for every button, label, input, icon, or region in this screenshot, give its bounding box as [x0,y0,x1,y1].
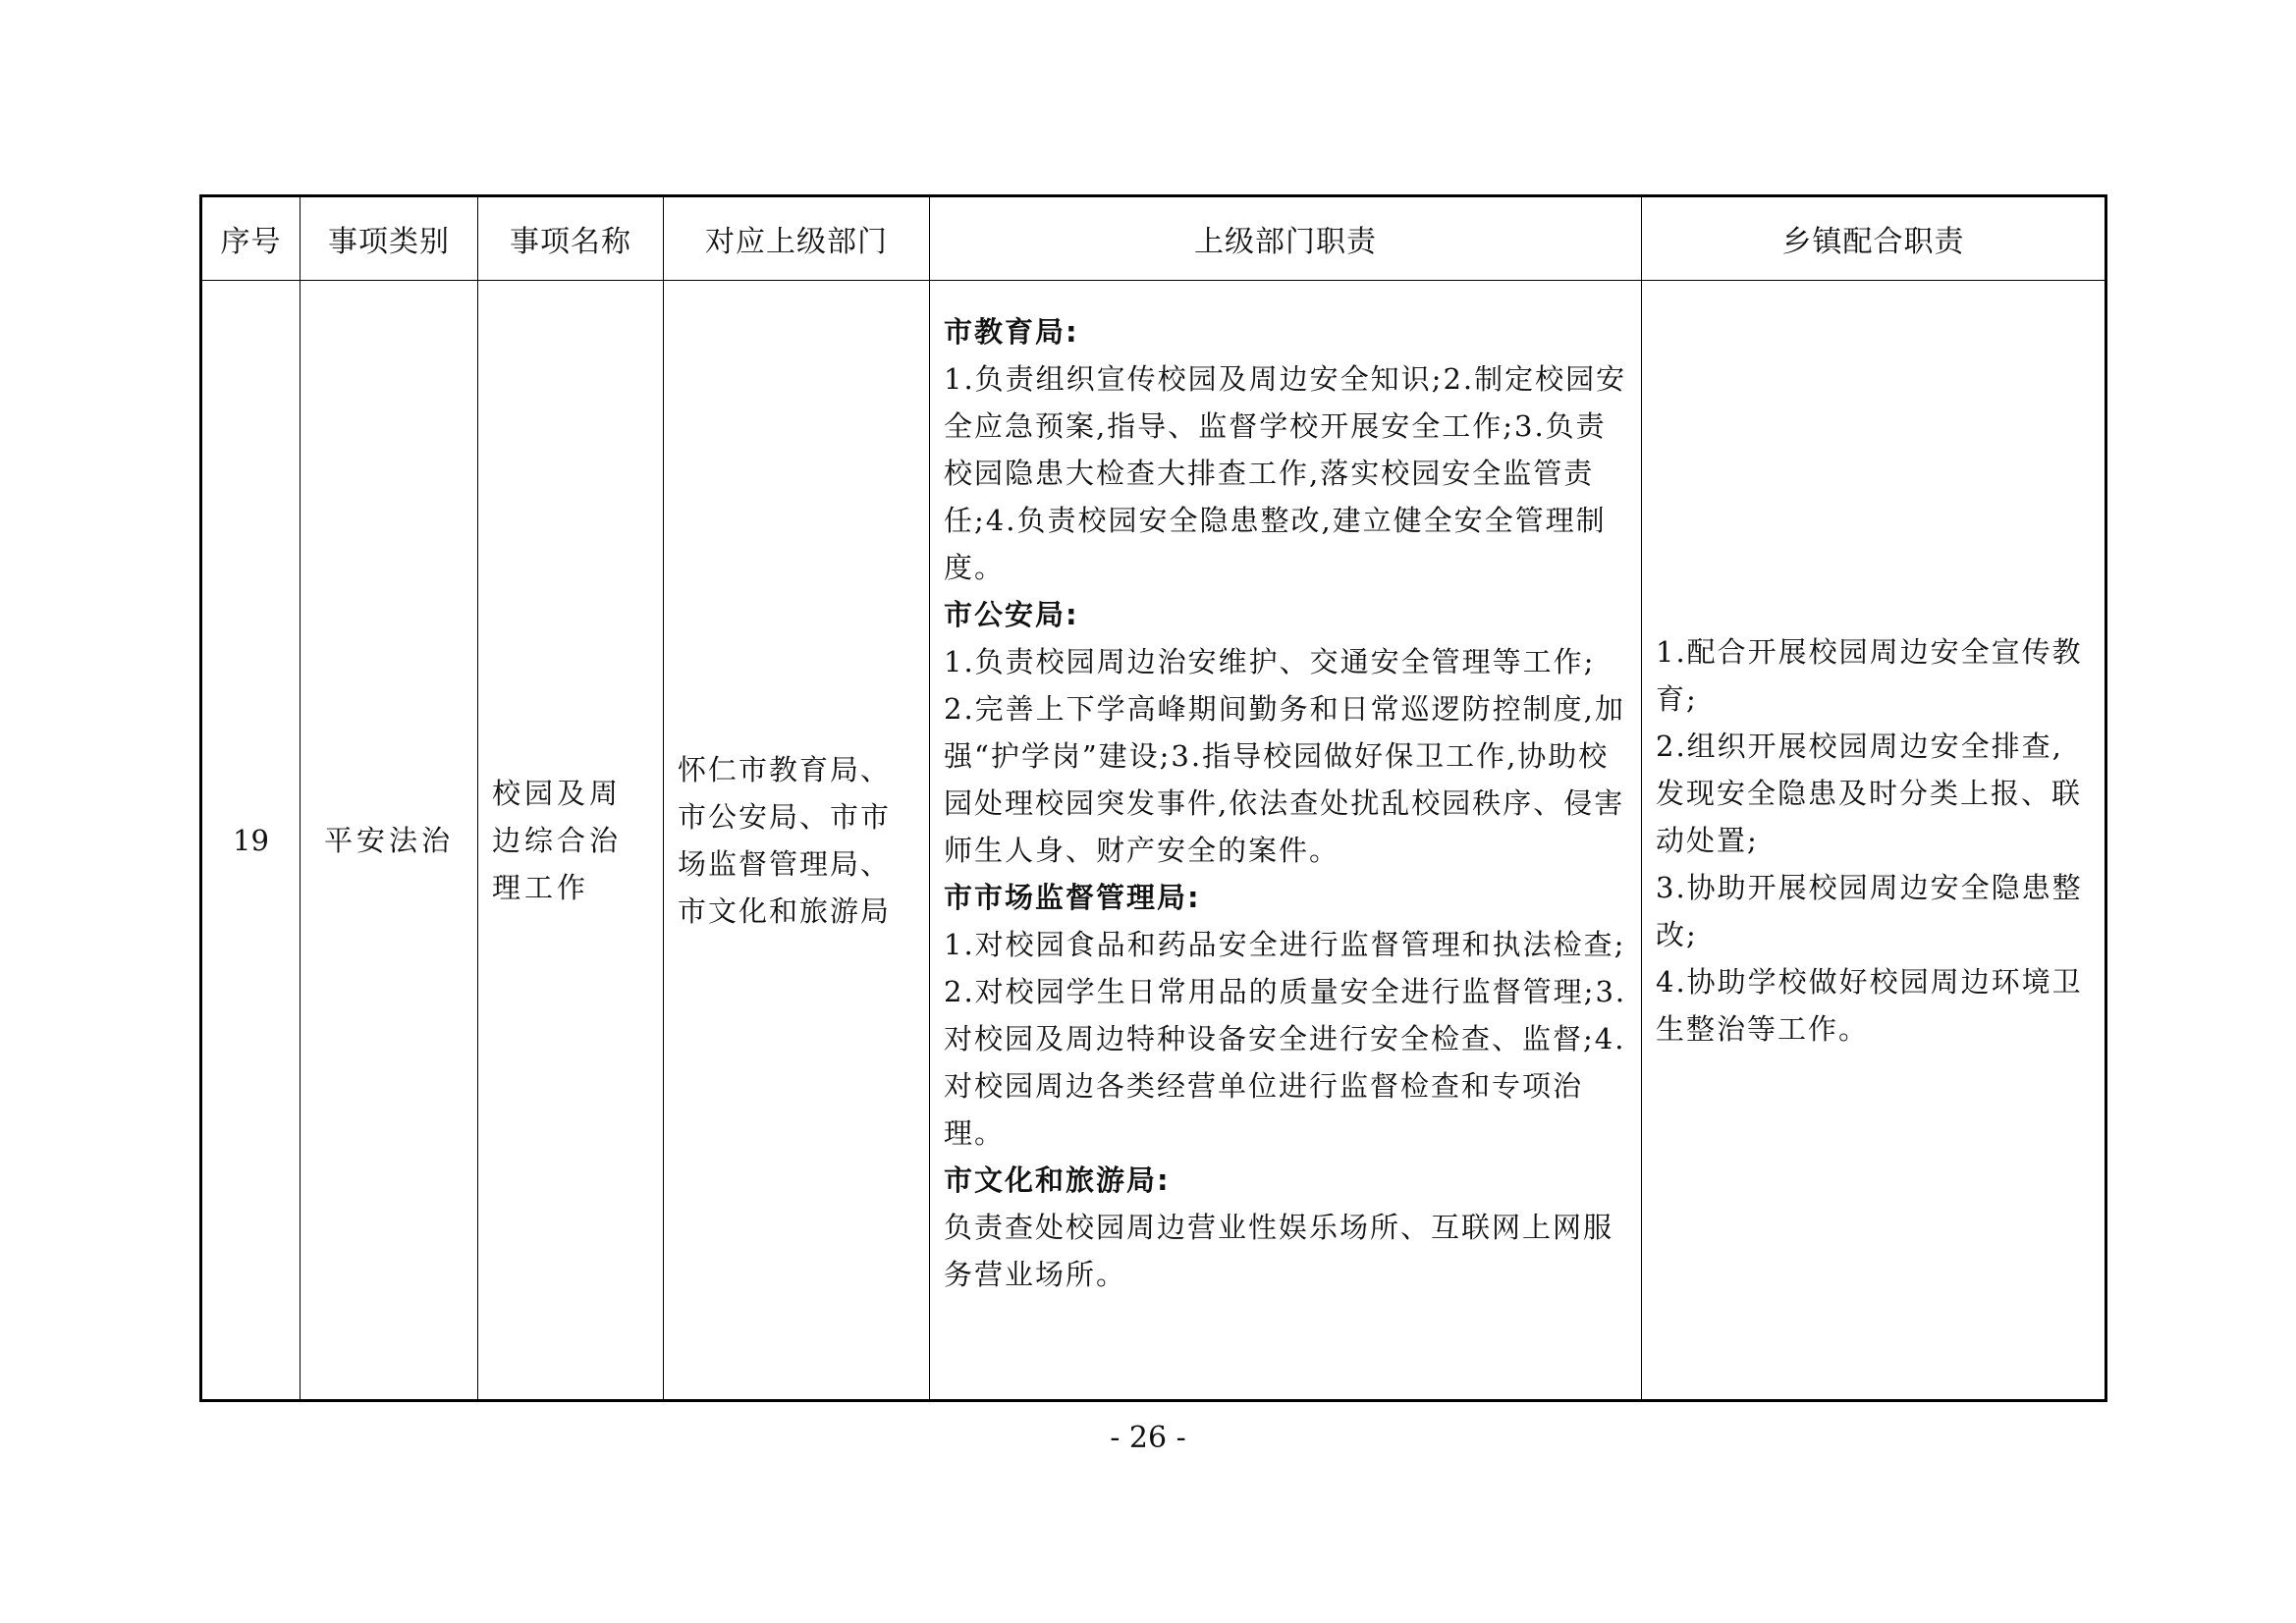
table-row [201,281,2106,1401]
dept-block-culture-tourism [944,1157,1627,1298]
dept-text-education: 1.负责组织宣传校园及周边安全知识;2.制定校园安全应急预案,指导、监督学校开展安全工作;3.负责校园隐患大检查大排查工作,落实校园安全监管责任;4.负责校园安全隐患整改,建立健全安全管理制度。 [944,362,1627,584]
dept-text-market-regulation: 1.对校园食品和药品安全进行监督管理和执法检查;2.对校园学生日常用品的质量安全进行监督管理;3.对校园及周边特种设备安全进行安全检查、监督;4.对校园周边各类经营单位进行监督检查和专项治理。 [944,928,1627,1150]
header-item-name: 事项名称 [478,196,664,281]
dept-text-culture-tourism: 负责查处校园周边营业性娱乐场所、互联网上网服务营业场所。 [944,1211,1614,1291]
header-category: 事项类别 [301,196,478,281]
header-department: 对应上级部门 [664,196,930,281]
dept-text-public-security-2: 2.完善上下学高峰期间勤务和日常巡逻防控制度,加强“护学岗”建设;3.指导校园做好保卫工作,协助校园处理校园突发事件,依法查处扰乱校园秩序、侵害师生人身、财产安全的案件。 [944,692,1625,867]
dept-block-education [944,308,1627,591]
row-department: 怀仁市教育局、市公安局、市市场监督管理局、市文化和旅游局 [664,281,930,1401]
town-duty-item: 1.配合开展校园周边安全宣传教育; [1656,634,2083,716]
dept-heading-culture-tourism: 市文化和旅游局: [944,1163,1171,1197]
row-town-duties [1642,281,2106,1401]
responsibility-table [199,194,2107,1402]
town-duty-item: 3.协助开展校园周边安全隐患整改; [1656,870,2083,951]
dept-heading-market-regulation: 市市场监督管理局: [944,881,1201,914]
dept-heading-public-security: 市公安局: [944,598,1079,631]
dept-block-market-regulation [944,874,1627,1157]
row-category: 平安法治 [301,281,478,1401]
header-department-duties: 上级部门职责 [930,196,1642,281]
row-department-duties [930,281,1642,1401]
town-duty-item: 2.组织开展校园周边安全排查,发现安全隐患及时分类上报、联动处置; [1656,729,2083,857]
town-duty-item: 4.协助学校做好校园周边环境卫生整治等工作。 [1656,964,2083,1046]
dept-text-public-security: 1.负责校园周边治安维护、交通安全管理等工作; [944,645,1596,678]
row-item-name: 校园及周边综合治理工作 [478,281,664,1401]
dept-heading-education: 市教育局: [944,315,1079,349]
dept-block-public-security [944,591,1627,874]
table-header-row [201,196,2106,281]
row-seq: 19 [201,281,301,1401]
header-town-duties: 乡镇配合职责 [1642,196,2106,281]
page-number: - 26 - [1110,1421,1186,1455]
header-seq: 序号 [201,196,301,281]
